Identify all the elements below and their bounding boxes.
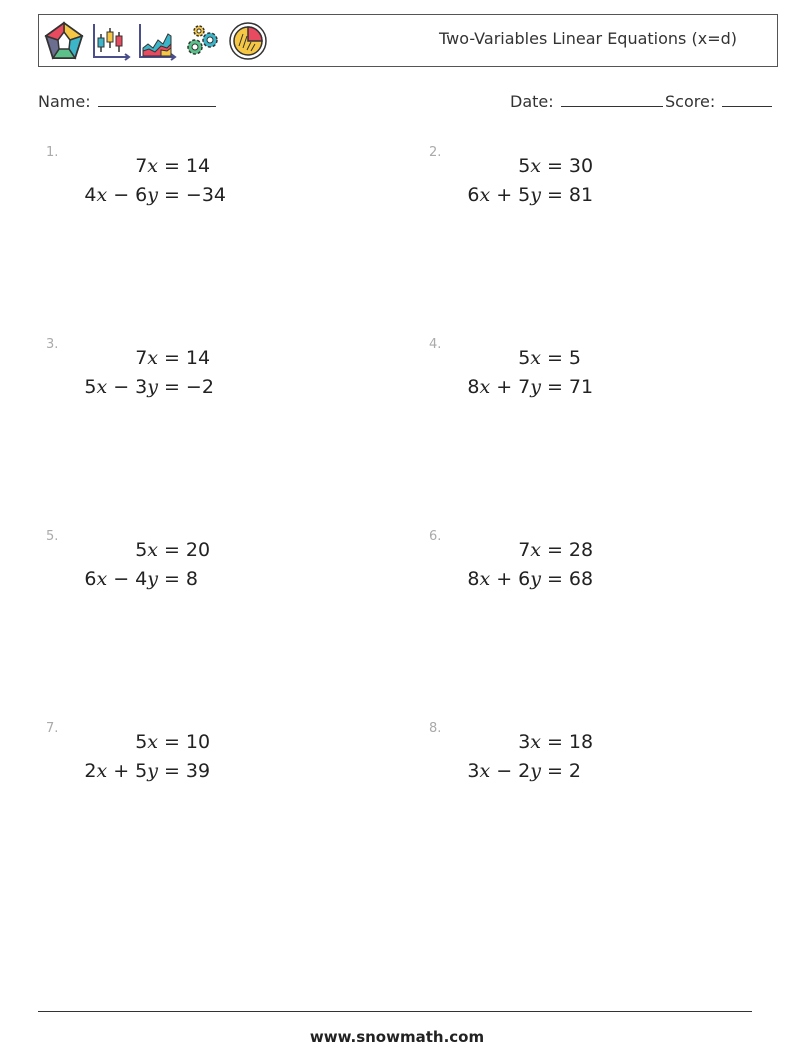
equation-1: 7x = 14 (76, 343, 214, 372)
equation-2: 6x − 4y = 8 (76, 564, 210, 593)
equation-lhs: 8x + 7y (467, 375, 541, 398)
equation-1: 5x = 30 (459, 151, 593, 180)
equation-rhs: 10 (185, 730, 211, 753)
equation-rhs: 39 (185, 759, 211, 782)
problem-number: 3. (46, 337, 59, 352)
equation-2: 6x + 5y = 81 (459, 180, 593, 209)
score-label: Score: (665, 92, 716, 111)
candlestick-chart-icon (89, 20, 131, 62)
equation-1: 5x = 5 (459, 343, 593, 372)
date-field (510, 92, 663, 111)
equation-system (459, 343, 593, 401)
equation-system (76, 535, 210, 593)
problem-number: 8. (429, 721, 442, 736)
equation-lhs: 3x (518, 730, 541, 753)
problem-number: 7. (46, 721, 59, 736)
date-label: Date: (510, 92, 554, 111)
equation-rhs: 18 (568, 730, 594, 753)
equation-2: 8x + 7y = 71 (459, 372, 593, 401)
equation-lhs: 2x + 5y (84, 759, 158, 782)
equation-lhs: 8x + 6y (467, 567, 541, 590)
problem-number: 1. (46, 145, 59, 160)
gears-icon (181, 20, 223, 62)
equation-2: 4x − 6y = −34 (76, 180, 226, 209)
equation-system (76, 727, 210, 785)
equation-rhs: 5 (568, 346, 582, 369)
equation-rhs: 8 (185, 567, 199, 590)
equation-2: 3x − 2y = 2 (459, 756, 593, 785)
problem-number: 5. (46, 529, 59, 544)
equation-rhs: 14 (185, 154, 211, 177)
equation-lhs: 5x (135, 538, 158, 561)
equation-lhs: 7x (518, 538, 541, 561)
equation-system (76, 343, 214, 401)
equation-rhs: 20 (185, 538, 211, 561)
equation-lhs: 4x − 6y (84, 183, 158, 206)
footer-divider (38, 1011, 752, 1012)
equation-rhs: 14 (185, 346, 211, 369)
name-label: Name: (38, 92, 91, 111)
equation-system (459, 727, 593, 785)
equation-lhs: 5x (135, 730, 158, 753)
equation-system (76, 151, 226, 209)
equation-lhs: 3x − 2y (467, 759, 541, 782)
equation-1: 5x = 10 (76, 727, 210, 756)
problem-number: 4. (429, 337, 442, 352)
area-chart-icon (135, 20, 177, 62)
equation-system (459, 535, 593, 593)
equation-2: 5x − 3y = −2 (76, 372, 214, 401)
problem-number: 2. (429, 145, 442, 160)
equation-lhs: 6x + 5y (467, 183, 541, 206)
equation-2: 2x + 5y = 39 (76, 756, 210, 785)
equation-rhs: 71 (568, 375, 594, 398)
equation-1: 5x = 20 (76, 535, 210, 564)
equation-1: 7x = 14 (76, 151, 226, 180)
equation-rhs: −2 (185, 375, 214, 398)
score-blank[interactable] (722, 92, 772, 107)
pie-chart-icon (227, 20, 269, 62)
equation-rhs: 68 (568, 567, 594, 590)
equation-lhs: 7x (135, 346, 158, 369)
equation-rhs: 28 (568, 538, 594, 561)
equation-rhs: 81 (568, 183, 594, 206)
logo-row (43, 19, 269, 63)
score-field (665, 92, 772, 111)
equation-lhs: 5x − 3y (84, 375, 158, 398)
equation-lhs: 5x (518, 154, 541, 177)
equation-lhs: 7x (135, 154, 158, 177)
worksheet-header (38, 14, 778, 67)
pentagon-chart-icon (43, 20, 85, 62)
equation-lhs: 5x (518, 346, 541, 369)
equation-rhs: 30 (568, 154, 594, 177)
problem-number: 6. (429, 529, 442, 544)
equation-1: 3x = 18 (459, 727, 593, 756)
equation-1: 7x = 28 (459, 535, 593, 564)
worksheet-title: Two-Variables Linear Equations (x=d) (439, 29, 737, 48)
equation-system (459, 151, 593, 209)
equation-2: 8x + 6y = 68 (459, 564, 593, 593)
equation-lhs: 6x − 4y (84, 567, 158, 590)
footer-url: www.snowmath.com (309, 1028, 485, 1046)
equation-rhs: 2 (568, 759, 582, 782)
name-field (38, 92, 216, 111)
equation-rhs: −34 (185, 183, 227, 206)
date-blank[interactable] (561, 92, 663, 107)
name-blank[interactable] (98, 92, 216, 107)
